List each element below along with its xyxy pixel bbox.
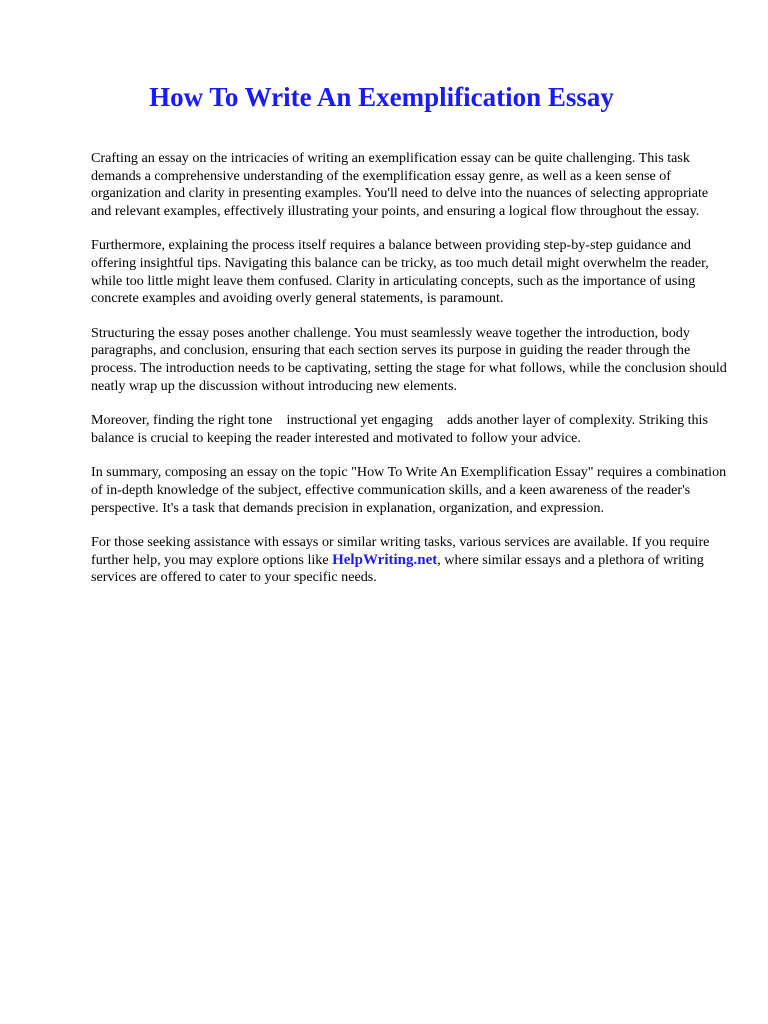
closing-text-before-link: For those seeking assistance with essays or similar writing tasks, various services are available. If you require further help, you may explore options like	[91, 534, 710, 568]
closing-text-after-link: , where similar essays and a plethora of writing services are offered to cater to your specific needs.	[91, 551, 704, 586]
helpwriting-link[interactable]: HelpWriting.net	[332, 551, 438, 568]
paragraph-4: Moreover, finding the right tone instructional yet engaging adds another layer of complexity. Striking this balance is crucial to keeping the reader interested and motivated to follow your advice.	[91, 412, 712, 446]
paragraph-3: Structuring the essay poses another challenge. You must seamlessly weave together the introduction, body paragraphs, and conclusion, ensuring that each section serves its purpose in guiding the reader through the process. The introduction needs to be captivating, setting the stage for what follows, while the conclusion should neatly wrap up the discussion without introducing new elements.	[91, 324, 727, 394]
document-title: How To Write An Exemplification Essay	[149, 82, 614, 112]
paragraph-1: Crafting an essay on the intricacies of writing an exemplification essay can be quite challenging. This task demands a comprehensive understanding of the exemplification essay genre, as well as a keen sense of organization and clarity in presenting examples. You'll need to delve into the nuances of selecting appropriate and relevant examples, effectively illustrating your points, and ensuring a logical flow throughout the essay.	[91, 150, 709, 219]
paragraph-2: Furthermore, explaining the process itself requires a balance between providing step-by-step guidance and offering insightful tips. Navigating this balance can be tricky, as too much detail might overwhelm the reader, while too little might leave them confused. Clarity in articulating concepts, such as the importance of using concrete examples and avoiding overly general statements, is paramount.	[91, 237, 709, 307]
paragraph-closing	[91, 534, 727, 587]
paragraph-5: In summary, composing an essay on the topic "How To Write An Exemplification Essay" requires a combination of in-depth knowledge of the subject, effective communication skills, and a keen awareness of the reader's perspective. It's a task that demands precision in explanation, organization, and expression.	[91, 464, 727, 516]
